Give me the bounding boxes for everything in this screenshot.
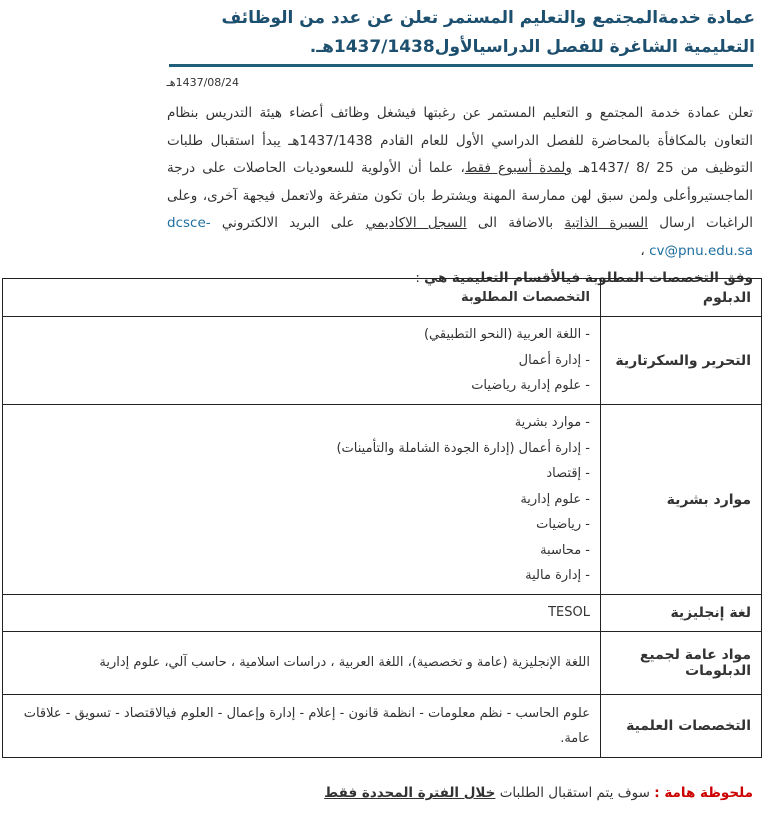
note-emphasis: خلال الفترة المحددة فقط	[324, 785, 496, 801]
diploma-cell: لغة إنجليزية	[601, 595, 762, 632]
diploma-cell: موارد بشرية	[601, 405, 762, 595]
table-header	[3, 279, 762, 317]
note-label: ملحوظة هامة :	[654, 785, 753, 801]
text: ، علما أن الأولوية للسعوديات الحاصلات على درجة الماجستيروأعلى ولمن سبق لهن ممارسة المهنة ويشترط بان تكون متفرغة ولاتعمل فيجهة آخرى، وعلى الراغبات ارسال	[167, 160, 753, 231]
announcement-body	[167, 100, 753, 293]
duration-text: ولمدة أسبوع فقط	[464, 160, 572, 176]
specializations-cell	[3, 595, 601, 632]
specialization-item: - إقتصاد	[546, 466, 590, 482]
specialization-item: اللغة الإنجليزية (عامة و تخصصية)، اللغة العربية ، دراسات اسلامية ، حاسب آلي، علوم إدارية	[99, 655, 590, 671]
specialization-item: - إدارة أعمال (إدارة الجودة الشاملة والتأمينات)	[336, 440, 590, 456]
diploma-cell: مواد عامة لجميع الدبلومات	[601, 632, 762, 695]
email-link[interactable]: dcsce-cv@pnu.edu.sa	[167, 215, 753, 259]
specialization-item: - اللغة العربية (النحو التطبيقي)	[423, 327, 590, 343]
header-specializations: التخصصات المطلوبة	[3, 279, 601, 317]
text: بالاضافة الى	[466, 215, 565, 231]
specialization-item: - إدارة مالية	[525, 568, 590, 584]
header-diploma: الدبلوم	[601, 279, 762, 317]
note-text: سوف يتم استقبال الطلبات	[495, 785, 655, 801]
diploma-cell: التخصصات العلمية	[601, 695, 762, 758]
bold-text: وفق التخصصات المطلوبة فيالأقسام التعليمية هي	[424, 270, 753, 286]
specialization-item: - إدارة أعمال	[518, 352, 590, 368]
page-title: عمادة خدمةالمجتمع والتعليم المستمر تعلن عن عدد من الوظائف التعليمية الشاغرة للفصل الدراسيالأول1437/1438هـ.	[221, 8, 755, 57]
specializations-cell	[3, 632, 601, 695]
specialization-item: - علوم إدارية رياضيات	[471, 378, 590, 394]
table-row	[3, 632, 762, 695]
table-row	[3, 595, 762, 632]
specialization-item: - موارد بشرية	[514, 415, 590, 431]
important-note	[324, 785, 753, 801]
text: ،	[640, 242, 650, 259]
table-row	[3, 405, 762, 595]
specialization-item: علوم الحاسب - نظم معلومات - انظمة قانون - إعلام - إدارة وإعمال - العلوم فيالاقتصاد - تسويق - علاقات عامة.	[23, 705, 590, 746]
record-text: السجل الاكاديمي	[365, 215, 467, 231]
cv-text: السيرة الذاتية	[564, 215, 648, 231]
specialization-item: - محاسبة	[540, 542, 590, 558]
specializations-cell	[3, 695, 601, 758]
table-row	[3, 317, 762, 405]
specializations-cell	[3, 317, 601, 405]
diploma-cell: التحرير والسكرتارية	[601, 317, 762, 405]
text: :	[415, 270, 425, 286]
specializations-cell	[3, 405, 601, 595]
title-divider	[169, 64, 753, 67]
specialization-item: TESOL	[548, 605, 590, 621]
specialization-item: - علوم إدارية	[520, 491, 590, 507]
text: على البريد الالكتروني	[210, 215, 366, 231]
specialization-item: - رياضيات	[536, 517, 590, 533]
specializations-table	[2, 278, 762, 758]
post-date: 1437/08/24هـ	[166, 76, 239, 89]
table-row	[3, 695, 762, 758]
text: تعلن عمادة خدمة المجتمع و التعليم المستمر عن رغبتها فيشغل وظائف أعضاء هيئة التدريس بنظام التعاون بالمكافأة بالمحاضرة للفصل الدراسي الأول للعام القادم 1437/1438هـ يبدأ استقبال طلبات التوظيف من 25 /8 /1437هـ	[167, 105, 754, 176]
